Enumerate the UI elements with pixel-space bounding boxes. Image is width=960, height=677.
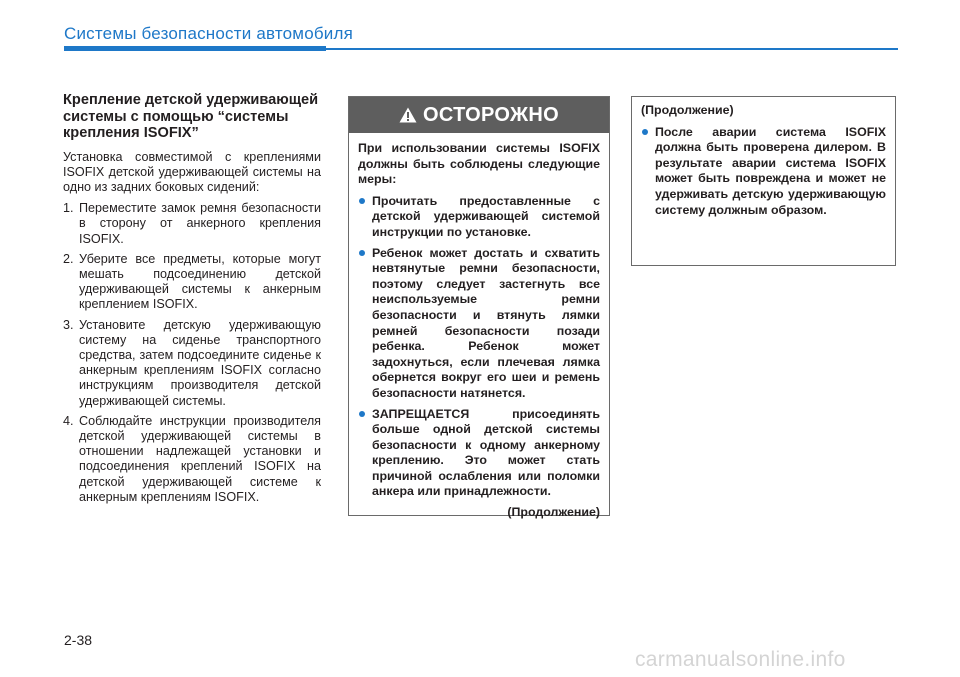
step-number: 3. <box>63 317 74 332</box>
continuation-bullet <box>641 125 886 219</box>
warning-box <box>348 96 610 520</box>
step-text: Переместите замок ремня безопасности в сторону от анкерного крепления ISOFIX. <box>79 201 321 246</box>
bullet-dot <box>359 198 365 204</box>
warning-bullet-text: ЗАПРЕЩАЕТСЯ присоединять больше одной детской системы безопасности к одному анкерному креплению. Это может стать причиной ослабления или поломки анкера или принадлежности. <box>372 406 600 499</box>
left-column <box>63 92 321 510</box>
continuation-bullets <box>641 125 886 219</box>
installation-steps <box>63 201 321 505</box>
warning-bullet <box>358 246 600 402</box>
warning-title: ОСТОРОЖНО <box>423 103 559 126</box>
continuation-label: (Продолжение) <box>641 103 734 117</box>
header-rule-thick <box>64 46 326 51</box>
warning-header <box>349 97 609 133</box>
bullet-dot <box>359 250 365 256</box>
step-item <box>63 201 321 247</box>
warning-triangle-icon <box>399 107 417 123</box>
warning-bullets <box>358 194 600 500</box>
step-item <box>63 414 321 505</box>
header-rule-thin <box>326 48 898 50</box>
step-number: 1. <box>63 201 74 216</box>
step-number: 4. <box>63 413 74 428</box>
bullet-dot <box>642 129 648 135</box>
warning-bullet-text: Ребенок может достать и схватить невтянутые ремни безопасности, поэтому следует застегнуть все неиспользуемые ремни безопасности и втянуть лямки ремней безопасности позади ребенка. Ребенок может задохнуться, если плечевая лямка обернется вокруг его шеи и ремень безопасности натянется. <box>372 245 600 400</box>
header-title: Системы безопасности автомобиля <box>64 24 354 43</box>
step-item <box>63 318 321 409</box>
warning-bullet-text: Прочитать предоставленные с детской удерживающей системой инструкции по установке. <box>372 193 600 239</box>
continuation-box <box>631 96 896 266</box>
continuation-bullet-text: После аварии система ISOFIX должна быть проверена дилером. В результате аварии система ISOFIX может быть повреждена и может не удерживать детскую удерживающую систему должным образом. <box>655 124 886 217</box>
section-heading: Крепление детской удерживающей системы с помощью “системы крепления ISOFIX” <box>63 92 319 141</box>
page-number: 2-38 <box>64 632 93 648</box>
warning-bullet <box>358 194 600 241</box>
step-text: Установите детскую удерживающую систему на сиденье транспортного средства, затем подсоедините сиденье к анкерным креплениям ISOFIX согласно инструкциям производителя детской удерживающей системы. <box>79 317 321 408</box>
step-item <box>63 252 321 313</box>
warning-intro: При использовании системы ISOFIX должны быть соблюдены следующие меры: <box>358 141 600 187</box>
step-number: 2. <box>63 251 74 266</box>
warning-continued: (Продолжение) <box>507 505 600 520</box>
step-text: Соблюдайте инструкции производителя детской удерживающей системы в отношении надлежащей установки и подсоединения креплений ISOFIX на детской удерживающей системе к анкерным креплениям ISOFIX. <box>79 413 321 504</box>
section-intro: Установка совместимой с креплениями ISOFIX детской удерживающей системы на одно из задних боковых сидений: <box>63 149 321 194</box>
step-text: Уберите все предметы, которые могут мешать подсоединению детской удерживающей системы к анкерным креплением ISOFIX. <box>79 251 321 312</box>
warning-bullet <box>358 407 600 501</box>
warning-body <box>349 133 609 521</box>
bullet-dot <box>359 411 365 417</box>
watermark: carmanualsonline.info <box>635 648 846 671</box>
